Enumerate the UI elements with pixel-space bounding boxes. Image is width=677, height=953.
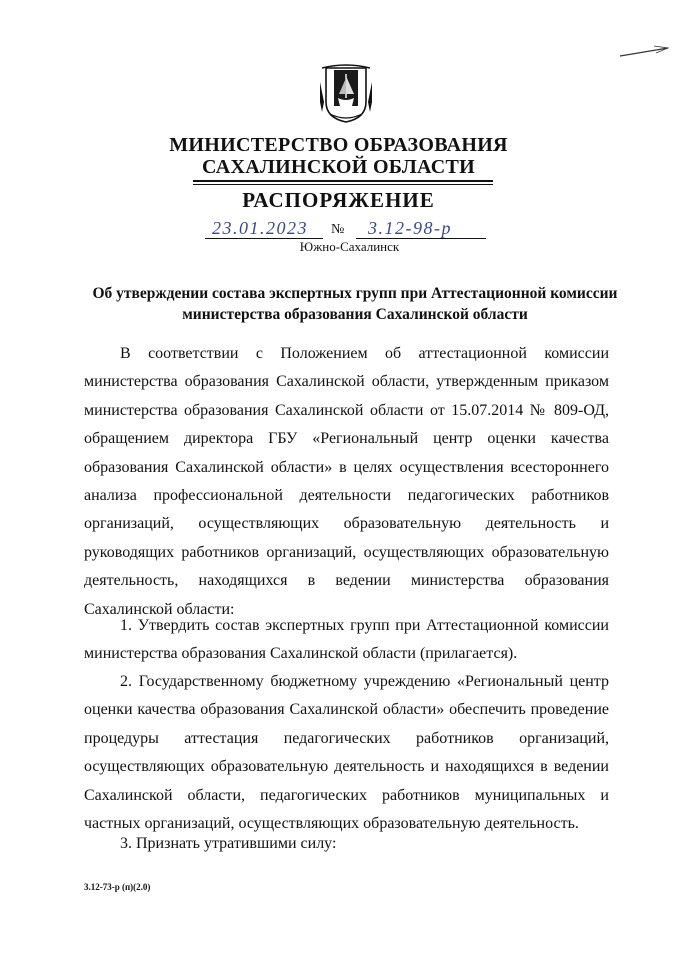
handwritten-date: 23.01.2023	[212, 218, 308, 238]
number-label: №	[331, 222, 345, 237]
handwritten-number: 3.12-98-р	[368, 218, 452, 238]
scan-mark-icon	[618, 40, 672, 60]
subject-line2: министерства образования Сахалинской области	[182, 306, 528, 323]
item-3-text: 3. Признать утратившими силу:	[120, 835, 337, 852]
preamble-text: В соответствии с Положением об аттестационной комиссии министерства образования Сахалинской области, утвержденным приказом министерства образования Сахалинской области от 15.07.2014 № 809-ОД, обращением директора ГБУ «Региональный центр оценки качества образования Сахалинской области» в целях осуществления всестороннего анализа профессиональной деятельности педагогических работников организаций, осуществляющих образовательную деятельность и руководящих работников организаций, осуществляющих образовательную деятельность, находящихся в ведении министерства образования Сахалинской области:	[84, 345, 609, 618]
item-2-text: 2. Государственному бюджетному учреждению «Региональный центр оценки качества образования Сахалинской области» обеспечить проведение процедуры аттестация педагогических работников организаций, осуществляющих образовательную деятельность и находящихся в ведении Сахалинской области, педагогических работников муниципальных и частных организаций, осуществляющих образовательную деятельность.	[84, 673, 609, 833]
item-3-paragraph	[84, 830, 609, 858]
coat-of-arms-icon	[316, 62, 376, 124]
header-divider-thin	[193, 184, 493, 185]
document-type-title: РАСПОРЯЖЕНИЕ	[242, 188, 435, 212]
header-divider	[193, 180, 493, 182]
subject-line1: Об утверждении состава экспертных групп при Аттестационной комиссии	[92, 285, 618, 302]
city-label: Южно-Сахалинск	[299, 239, 400, 254]
document-code: 3.12-73-р (п)(2.0)	[84, 882, 151, 892]
preamble-paragraph	[84, 340, 609, 624]
ministry-name-line2: САХАЛИНСКОЙ ОБЛАСТИ	[201, 156, 476, 178]
item-1-paragraph	[84, 612, 609, 669]
ministry-name-line1: МИНИСТЕРСТВО ОБРАЗОВАНИЯ	[169, 134, 508, 156]
document-subject	[84, 283, 626, 325]
item-1-text: 1. Утвердить состав экспертных групп при Аттестационной комиссии министерства образования Сахалинской области (прилагается).	[84, 617, 609, 663]
item-2-paragraph	[84, 668, 609, 838]
